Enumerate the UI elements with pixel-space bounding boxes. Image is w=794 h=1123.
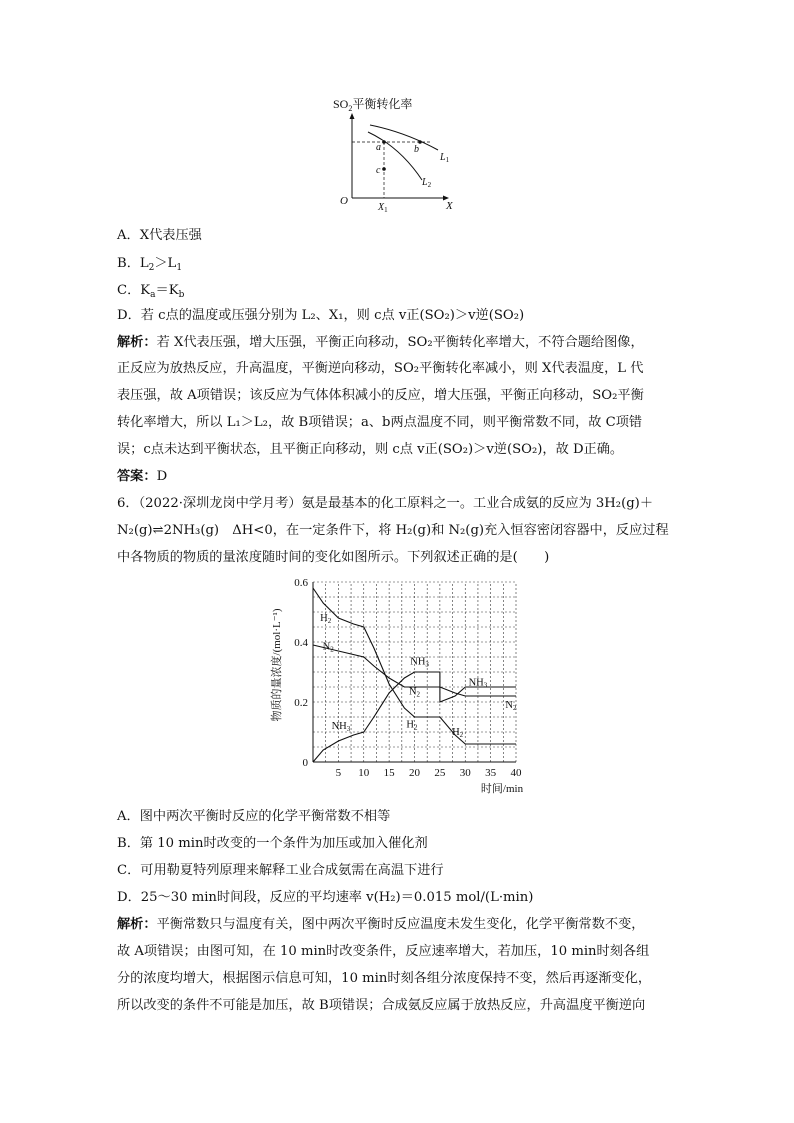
figure1-title: $SO_2$平衡转化率 xyxy=(333,97,413,113)
x-tick-label: 20 xyxy=(409,767,420,779)
x-tick-label: 30 xyxy=(459,767,471,779)
series-label: H2 xyxy=(452,727,464,739)
q6-analysis-line-4: 所以改变的条件不可能是加压，故 B项错误；合成氨反应属于放热反应，升高温度平衡逆向 xyxy=(117,998,646,1013)
series-label: H2 xyxy=(406,719,418,732)
q6-stem-line-1: 6．（2022·深圳龙岗中学月考）氨是最基本的化工原料之一。工业合成氨的反应为 3H₂(g)＋ xyxy=(117,496,654,511)
so2-conversion-figure xyxy=(330,92,460,214)
x-tick-label: 40 xyxy=(510,767,522,779)
series-label: H2 xyxy=(320,613,332,625)
q5-option-c: C．$K_a=K_b$ xyxy=(117,283,185,300)
series-label: NH3 xyxy=(468,677,488,690)
q6-option-b: B．第 10 min时改变的一个条件为加压或加入催化剂 xyxy=(117,836,428,851)
series-label: N2 xyxy=(505,700,517,712)
q5-analysis-line-3: 表压强，故 A项错误；该反应为气体体积减小的反应，增大压强，平衡正向移动，SO₂平衡 xyxy=(117,388,644,403)
q5-option-b: B．$L_2>L_1$ xyxy=(117,256,183,273)
q5-analysis-line-4: 转化率增大，所以 L₁＞L₂，故 B项错误；a、b两点温度不同，则平衡常数不同，故 C项错 xyxy=(117,415,643,430)
label-c: c xyxy=(376,165,381,176)
series-label: N2 xyxy=(408,686,421,699)
q5-option-d: D．若 c点的温度或压强分别为 L₂、X₁，则 c点 v正(SO₂)＞v逆(SO₂) xyxy=(117,308,525,323)
x-tick-label: 10 xyxy=(358,767,370,779)
q6-option-d: D．25～30 min时间段，反应的平均速率 v(H₂)＝0.015 mol/(L·min) xyxy=(117,890,534,905)
x1-tick-label: $X_1$ xyxy=(378,202,388,214)
x-axis-label: X xyxy=(446,200,453,212)
point-a xyxy=(382,140,386,144)
x-tick-label: 35 xyxy=(485,767,497,779)
chart-ylabel: 物质的量浓度/(mol·L⁻¹) xyxy=(271,608,283,722)
q6-analysis-line-3: 分的浓度均增大，根据图示信息可知，10 min时刻各组分浓度保持不变，然后再逐渐变化， xyxy=(117,971,652,986)
q6-stem-line-3: 中各物质的物质的量浓度随时间的变化如图所示。下列叙述正确的是( ) xyxy=(117,550,550,565)
q6-option-a: A．图中两次平衡时反应的化学平衡常数不相等 xyxy=(117,809,391,824)
x-tick-label: 15 xyxy=(383,767,395,779)
origin-label: O xyxy=(340,195,348,207)
label-a: a xyxy=(376,142,381,153)
concentration-time-chart xyxy=(258,570,538,798)
series-label: NH3 xyxy=(331,721,351,733)
q6-option-c: C．可用勒夏特列原理来解释工业合成氨需在高温下进行 xyxy=(117,863,444,878)
q6-stem-line-2: N₂(g)⇌2NH₃(g) ΔH<0，在一定条件下，将 H₂(g)和 N₂(g)充入恒容密闭容器中，反应过程 xyxy=(117,523,669,538)
label-l1: $L_1$ xyxy=(440,152,450,164)
series-label: NH3 xyxy=(410,656,429,669)
x-tick-label: 5 xyxy=(335,767,342,779)
label-b: b xyxy=(414,144,419,155)
y-tick-label: 0.2 xyxy=(294,697,308,709)
q6-analysis-line-1: 解析：平衡常数只与温度有关，图中两次平衡时反应温度未发生变化，化学平衡常数不变， xyxy=(117,917,645,932)
q5-analysis-line-2: 正反应为放热反应，升高温度，平衡逆向移动，SO₂平衡转化率减小，则 X代表温度，L 代 xyxy=(117,361,644,376)
label-l2: $L_2$ xyxy=(422,177,432,189)
x-tick-label: 25 xyxy=(434,767,446,779)
y-tick-label: 0.4 xyxy=(294,637,308,649)
series-label: N2 xyxy=(322,641,334,654)
y-tick-label: 0.6 xyxy=(294,577,308,589)
y-tick-label: 0 xyxy=(302,757,308,769)
point-c xyxy=(382,167,386,171)
q5-option-a: A．X代表压强 xyxy=(117,228,202,243)
q5-answer: 答案：D xyxy=(117,469,168,484)
q6-analysis-line-2: 故 A项错误；由图可知，在 10 min时改变条件，反应速率增大，若加压，10 min时刻各组 xyxy=(117,944,650,959)
q5-analysis-line-5: 误；c点未达到平衡状态，且平衡正向移动，则 c点 v正(SO₂)＞v逆(SO₂)，故 D正确。 xyxy=(117,442,624,457)
chart-xlabel: 时间/min xyxy=(480,783,524,795)
q5-analysis-line-1: 解析：若 X代表压强，增大压强，平衡正向移动，SO₂平衡转化率增大，不符合题给图像， xyxy=(117,335,644,350)
